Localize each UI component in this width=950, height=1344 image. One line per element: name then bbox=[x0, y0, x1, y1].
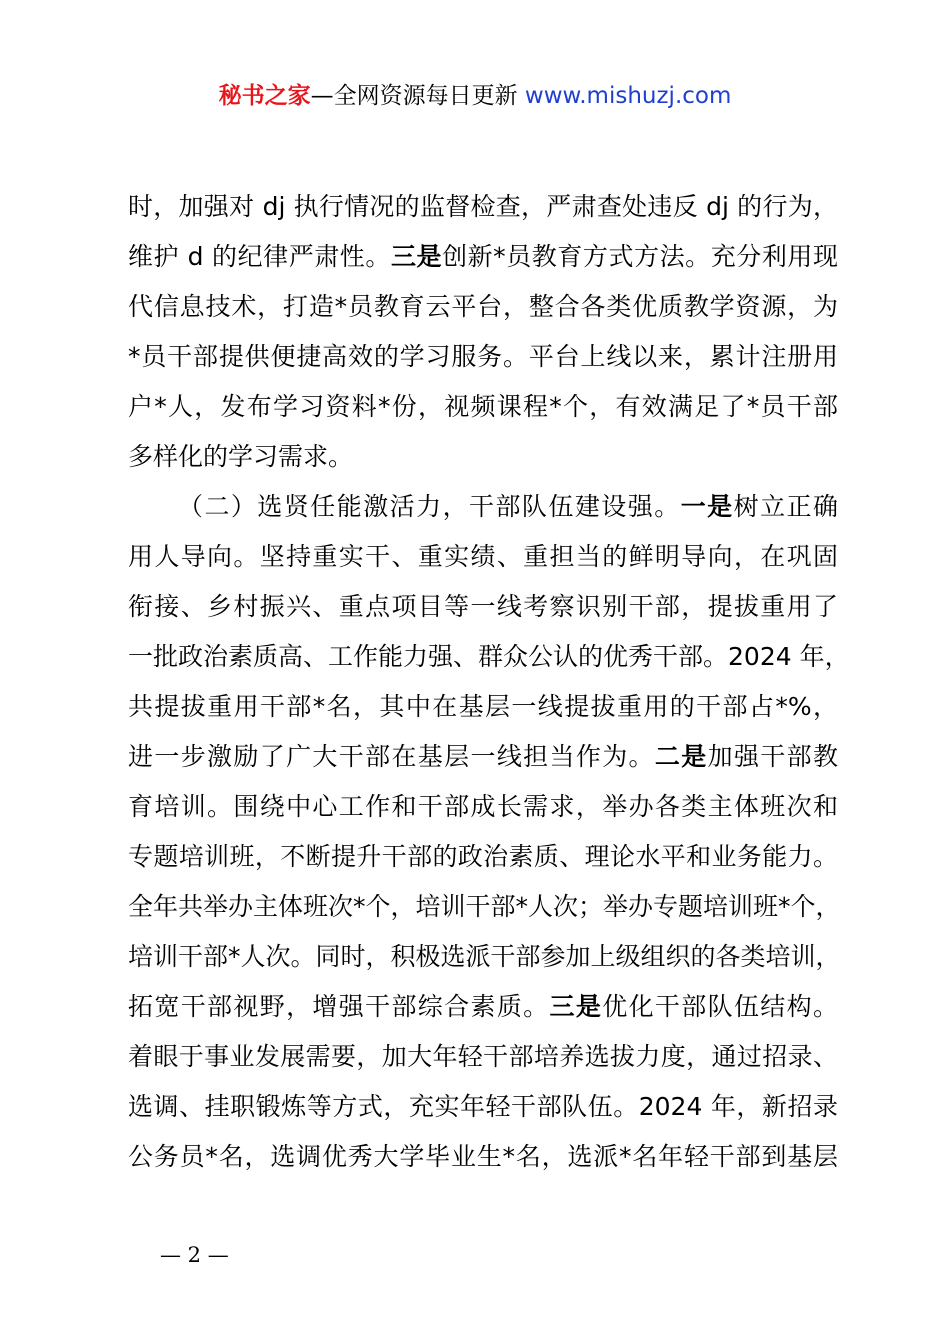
text-line bbox=[128, 732, 838, 782]
text-segment: 进一步激励了广大干部在基层一线担当作为。 bbox=[128, 742, 655, 771]
text-line bbox=[128, 232, 838, 282]
text-line: 培训干部*人次。同时，积极选派干部参加上级组织的各类培训， bbox=[128, 942, 841, 971]
text-line: 选调、挂职锻炼等方式，充实年轻干部队伍。2024 年，新招录 bbox=[128, 1092, 838, 1121]
text-line: 衔接、乡村振兴、重点项目等一线考察识别干部，提拔重用了 bbox=[128, 592, 838, 621]
document-body bbox=[128, 182, 850, 1182]
text-line: 着眼于事业发展需要，加大年轻干部培养选拔力度，通过招录、 bbox=[128, 1042, 838, 1071]
text-segment: 拓宽干部视野，增强干部综合素质。 bbox=[128, 992, 550, 1021]
text-line: *员干部提供便捷高效的学习服务。平台上线以来，累计注册用 bbox=[128, 342, 838, 371]
text-line: 育培训。围绕中心工作和干部成长需求，举办各类主体班次和 bbox=[128, 792, 838, 821]
text-line: 多样化的学习需求。 bbox=[128, 442, 354, 471]
site-url[interactable]: www.mishuzj.com bbox=[524, 83, 732, 109]
text-segment: 加强干部教 bbox=[707, 742, 838, 771]
text-segment: 维护 d 的纪律严肃性。 bbox=[128, 242, 391, 271]
emphasis-label: 三是 bbox=[549, 992, 603, 1021]
text-line: 一批政治素质高、工作能力强、群众公认的优秀干部。2024 年， bbox=[128, 642, 850, 671]
paragraph-2 bbox=[128, 482, 850, 1182]
text-segment: 优化干部队伍结构。 bbox=[602, 992, 838, 1021]
text-line: 全年共举办主体班次*个，培训干部*人次；举办专题培训班*个， bbox=[128, 892, 841, 921]
text-segment: 树立正确 bbox=[733, 492, 838, 521]
emphasis-label: 二是 bbox=[654, 742, 708, 771]
text-line: 用人导向。坚持重实干、重实绩、重担当的鲜明导向，在巩固 bbox=[128, 542, 838, 571]
emphasis-label: 一是 bbox=[680, 492, 734, 521]
site-tagline: —全网资源每日更新 bbox=[310, 83, 518, 109]
text-line: 共提拔重用干部*名，其中在基层一线提拔重用的干部占*%， bbox=[128, 692, 838, 721]
section-heading: （二）选贤任能激活力，干部队伍建设强。 bbox=[178, 492, 681, 521]
paragraph-1 bbox=[128, 182, 838, 482]
page-number: — 2 — bbox=[160, 1243, 229, 1267]
site-brand: 秘书之家 bbox=[218, 83, 311, 109]
text-line: 时，加强对 dj 执行情况的监督检查，严肃查处违反 dj 的行为， bbox=[128, 192, 838, 221]
emphasis-label: 三是 bbox=[390, 242, 443, 271]
site-header bbox=[0, 80, 950, 112]
text-segment: 创新*员教育方式方法。充分利用现 bbox=[442, 242, 838, 271]
text-line: 户*人，发布学习资料*份，视频课程*个，有效满足了*员干部 bbox=[128, 392, 838, 421]
text-line bbox=[128, 982, 838, 1032]
text-line: 代信息技术，打造*员教育云平台，整合各类优质教学资源，为 bbox=[128, 292, 838, 321]
text-line: 公务员*名，选调优秀大学毕业生*名，选派*名年轻干部到基层 bbox=[128, 1142, 838, 1171]
text-line bbox=[128, 482, 838, 532]
text-line: 专题培训班，不断提升干部的政治素质、理论水平和业务能力。 bbox=[128, 842, 838, 871]
